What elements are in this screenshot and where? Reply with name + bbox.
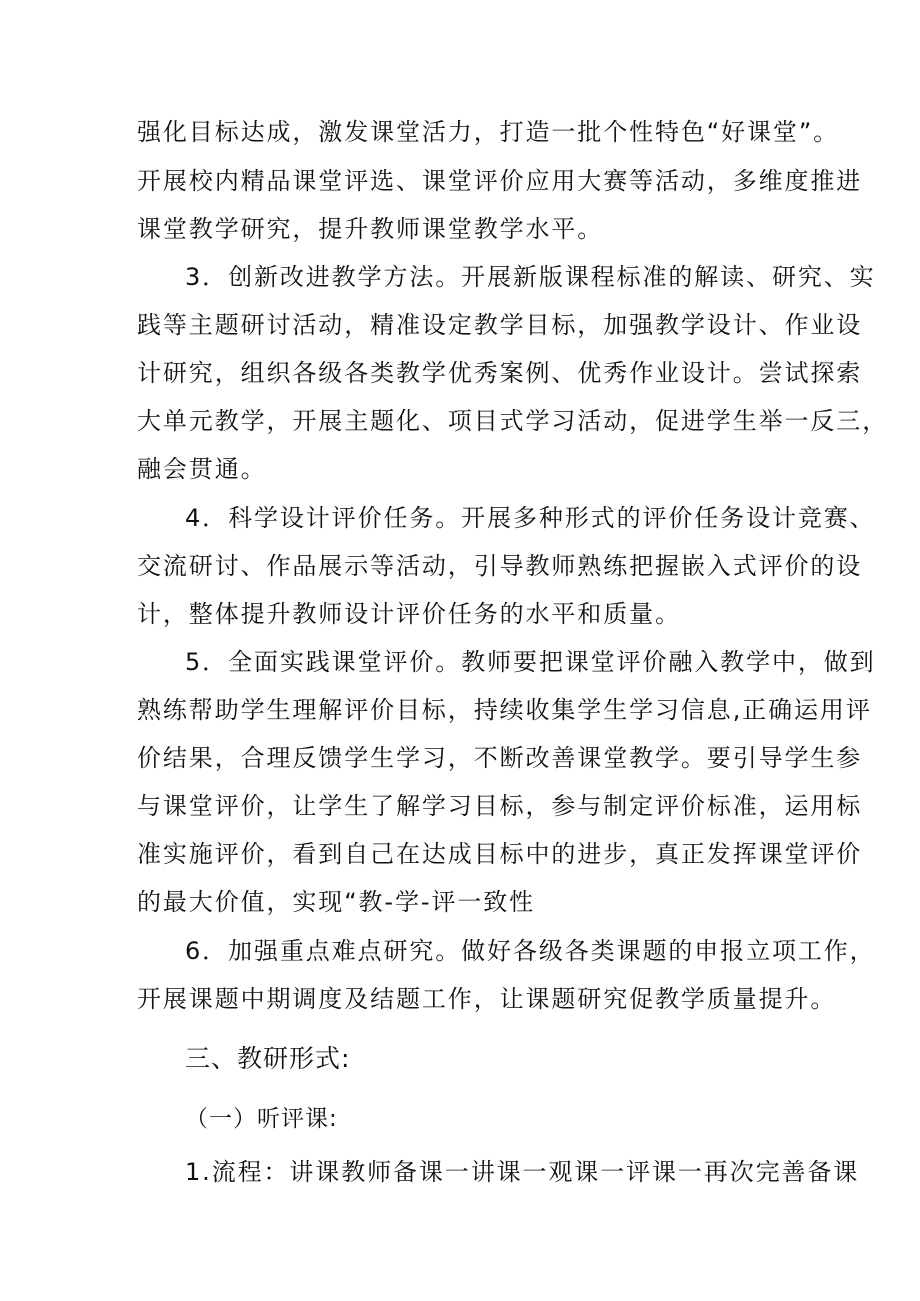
process-line: 1.流程：讲课教师备课一讲课一观课一评课一再次完善备课 [185,1158,860,1186]
paragraph-line: 课堂教学研究，提升教师课堂教学水平。 [137,215,604,243]
item-3-line: 计研究，组织各级各类教学优秀案例、优秀作业设计。尝试探索 [137,359,863,387]
paragraph-line: 强化目标达成，激发课堂活力，打造一批个性特色“好课堂”。 [137,118,840,146]
item-5-line: 的最大价值，实现“教-学-评一致性 [137,888,536,916]
item-4-line: 4．科学设计评价任务。开展多种形式的评价任务设计竞赛、 [185,504,876,532]
item-5-line: 5．全面实践课堂评价。教师要把课堂评价融入教学中，做到 [185,648,876,676]
item-3-line: 大单元教学，开展主题化、项目式学习活动，促进学生举一反三， [137,407,889,435]
item-5-line: 与课堂评价，让学生了解学习目标，参与制定评价标准，运用标 [137,792,863,820]
subsection-heading: （一）听评课: [185,1106,338,1132]
item-3-line: 践等主题研讨活动，精准设定教学目标，加强教学设计、作业设 [137,311,863,339]
item-3-line: 3．创新改进教学方法。开展新版课程标准的解读、研究、实 [185,263,876,291]
item-6-line: 开展课题中期调度及结题工作，让课题研究促教学质量提升。 [137,985,837,1013]
item-4-line: 交流研讨、作品展示等活动，引导教师熟练把握嵌入式评价的设 [137,552,863,580]
item-5-line: 价结果，合理反馈学生学习，不断改善课堂教学。要引导学生参 [137,744,863,772]
paragraph-line: 开展校内精品课堂评选、课堂评价应用大赛等活动，多维度推进 [137,167,863,195]
item-5-line: 准实施评价，看到自己在达成目标中的进步，真正发挥课堂评价 [137,840,863,868]
item-5-line: 熟练帮助学生理解评价目标，持续收集学生学习信息,正确运用评 [137,696,872,724]
section-heading: 三、教研形式: [185,1044,351,1073]
item-3-line: 融会贯通。 [137,455,267,483]
item-6-line: 6．加强重点难点研究。做好各级各类课题的申报立项工作， [185,937,876,965]
item-4-line: 计，整体提升教师设计评价任务的水平和质量。 [137,600,681,628]
